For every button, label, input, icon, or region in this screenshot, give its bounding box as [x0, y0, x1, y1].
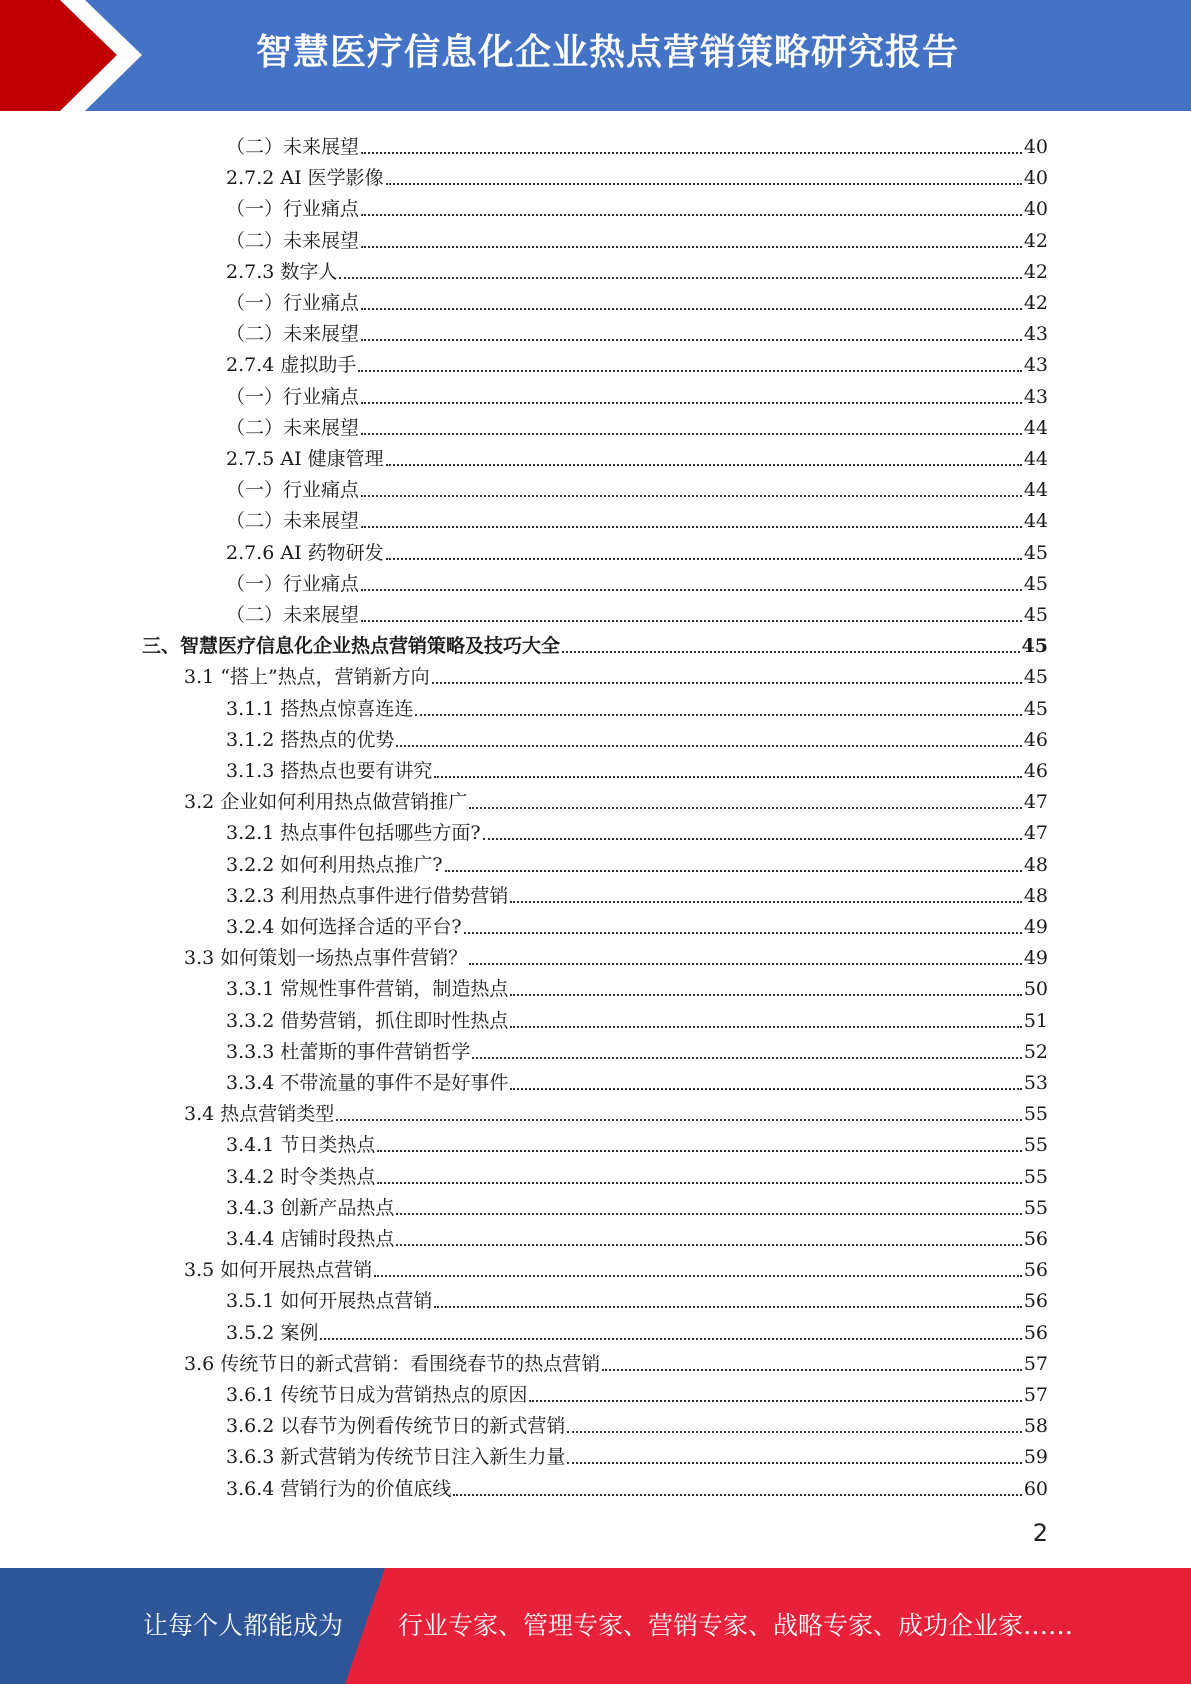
toc-entry-page: 52 — [1023, 1040, 1048, 1063]
toc-leader-dots — [386, 464, 1022, 466]
toc-entry-page: 43 — [1023, 385, 1048, 408]
toc-entry-title: 3.1.1 搭热点惊喜连连 — [226, 697, 414, 720]
toc-entry-title: 3.2 企业如何利用热点做营销推广 — [184, 791, 468, 814]
toc-leader-dots — [510, 1088, 1021, 1090]
toc-entry-page: 42 — [1023, 260, 1048, 283]
toc-entry[interactable] — [226, 1064, 1048, 1095]
toc-entry[interactable] — [226, 1158, 1048, 1189]
toc-entry-page: 45 — [1021, 635, 1048, 658]
document-title: 智慧医疗信息化企业热点营销策略研究报告 — [255, 32, 959, 73]
toc-entry-title: （一）行业痛点 — [226, 198, 360, 221]
toc-entry[interactable] — [142, 627, 1048, 658]
toc-entry-page: 45 — [1023, 604, 1048, 626]
toc-entry-title: 3.6.3 新式营销为传统节日注入新生力量 — [226, 1446, 566, 1469]
toc-leader-dots — [472, 1057, 1021, 1059]
toc-entry-title: 3.3.2 借势营销，抓住即时性热点 — [226, 1009, 509, 1032]
toc-entry-title: （二）未来展望 — [226, 416, 360, 439]
toc-leader-dots — [432, 682, 1022, 684]
toc-leader-dots — [567, 1431, 1021, 1433]
toc-entry[interactable] — [226, 721, 1048, 752]
toc-entry[interactable] — [226, 565, 1048, 596]
footer-slogan-right: 行业专家、管理专家、营销专家、战略专家、成功企业家…… — [398, 1611, 1074, 1640]
toc-entry[interactable] — [226, 877, 1048, 908]
page-number: 2 — [1032, 1519, 1048, 1547]
toc-entry-page: 53 — [1023, 1072, 1048, 1094]
toc-leader-dots — [510, 1026, 1021, 1028]
toc-entry-title: 3.3.4 不带流量的事件不是好事件 — [226, 1072, 509, 1094]
toc-entry-page: 58 — [1023, 1415, 1048, 1438]
toc-entry-title: 3.2.3 利用热点事件进行借势营销 — [226, 884, 509, 907]
toc-leader-dots — [415, 714, 1021, 716]
toc-entry-page: 45 — [1023, 541, 1048, 564]
toc-entry-page: 56 — [1023, 1259, 1048, 1282]
toc-entry[interactable] — [226, 752, 1048, 783]
toc-entry-page: 55 — [1023, 1196, 1048, 1219]
toc-entry[interactable] — [184, 1345, 1048, 1376]
toc-entry[interactable] — [226, 346, 1048, 377]
toc-entry-title: 3.5.1 如何开展热点营销 — [226, 1290, 433, 1313]
toc-entry-page: 55 — [1023, 1165, 1048, 1188]
toc-entry[interactable] — [226, 1376, 1048, 1407]
toc-entry-page: 44 — [1023, 479, 1048, 502]
toc-entry[interactable] — [226, 315, 1048, 346]
toc-leader-dots — [361, 339, 1022, 341]
toc-leader-dots — [445, 870, 1022, 872]
toc-entry-page: 45 — [1023, 666, 1048, 689]
toc-entry[interactable] — [226, 1220, 1048, 1251]
toc-entry[interactable] — [184, 783, 1048, 814]
toc-entry-title: （二）未来展望 — [226, 229, 360, 252]
toc-entry-title: 2.7.4 虚拟助手 — [226, 354, 357, 377]
toc-leader-dots — [510, 994, 1021, 996]
toc-entry-title: （二）未来展望 — [226, 604, 360, 626]
toc-entry[interactable] — [226, 596, 1048, 627]
toc-entry-title: 3.3 如何策划一场热点事件营销？ — [184, 947, 468, 970]
toc-entry-page: 40 — [1023, 167, 1048, 190]
toc-leader-dots — [320, 1338, 1021, 1340]
toc-entry-title: 3.4.2 时令类热点 — [226, 1165, 376, 1188]
toc-entry[interactable] — [226, 908, 1048, 939]
toc-leader-dots — [361, 152, 1022, 154]
toc-entry[interactable] — [226, 690, 1048, 721]
toc-entry-title: 3.5 如何开展热点营销 — [184, 1259, 373, 1282]
toc-entry-title: （一）行业痛点 — [226, 479, 360, 502]
toc-leader-dots — [336, 1119, 1022, 1121]
toc-leader-dots — [434, 776, 1021, 778]
toc-entry[interactable] — [226, 846, 1048, 877]
toc-leader-dots — [361, 214, 1022, 216]
toc-entry[interactable] — [226, 1126, 1048, 1157]
toc-leader-dots — [396, 1244, 1021, 1246]
toc-leader-dots — [469, 963, 1022, 965]
toc-entry[interactable] — [226, 502, 1048, 533]
toc-entry-title: （二）未来展望 — [226, 136, 360, 158]
toc-entry-title: 3.4.3 创新产品热点 — [226, 1196, 395, 1219]
toc-entry-title: 3.4.4 店铺时段热点 — [226, 1228, 395, 1250]
toc-entry-page: 43 — [1023, 354, 1048, 377]
toc-entry-page: 44 — [1023, 510, 1048, 533]
toc-leader-dots — [358, 370, 1021, 372]
toc-leader-dots — [361, 589, 1022, 591]
toc-entry[interactable] — [226, 1470, 1048, 1501]
toc-entry-page: 51 — [1023, 1009, 1048, 1032]
toc-entry-title: 3.2.2 如何利用热点推广? — [226, 853, 443, 876]
toc-leader-dots — [361, 620, 1022, 622]
toc-entry[interactable] — [226, 471, 1048, 502]
toc-entry[interactable] — [226, 159, 1048, 190]
toc-leader-dots — [377, 1150, 1021, 1152]
footer-slogan-left: 让每个人都能成为 — [143, 1611, 344, 1640]
toc-entry-title: 3.6.4 营销行为的价值底线 — [226, 1477, 452, 1500]
toc-entry-title: （二）未来展望 — [226, 323, 360, 346]
toc-entry-page: 59 — [1023, 1446, 1048, 1469]
toc-entry-title: 3.3.3 杜蕾斯的事件营销哲学 — [226, 1040, 471, 1063]
toc-entry-title: 3.4.1 节日类热点 — [226, 1134, 376, 1157]
toc-entry[interactable] — [226, 1033, 1048, 1064]
toc-entry-title: 3.5.2 案例 — [226, 1321, 319, 1344]
toc-entry-page: 40 — [1023, 136, 1048, 158]
toc-entry-page: 44 — [1023, 448, 1048, 470]
toc-entry-page: 46 — [1023, 760, 1048, 782]
toc-entry-title: （一）行业痛点 — [226, 385, 360, 408]
toc-entry-page: 44 — [1023, 416, 1048, 439]
toc-entry[interactable] — [226, 222, 1048, 253]
toc-leader-dots — [386, 558, 1022, 560]
toc-entry-page: 42 — [1023, 229, 1048, 252]
toc-leader-dots — [483, 838, 1022, 840]
toc-leader-dots — [562, 651, 1020, 653]
toc-entry[interactable] — [226, 378, 1048, 409]
toc-entry-page: 55 — [1023, 1103, 1048, 1126]
toc-entry-title: 3.3.1 常规性事件营销，制造热点 — [226, 978, 509, 1001]
toc-leader-dots — [396, 1213, 1021, 1215]
toc-leader-dots — [339, 277, 1021, 279]
toc-entry-title: 2.7.3 数字人 — [226, 260, 338, 283]
toc-entry-title: 2.7.6 AI 药物研发 — [226, 541, 384, 564]
toc-entry[interactable] — [226, 1002, 1048, 1033]
toc-entry[interactable] — [226, 814, 1048, 845]
toc-entry[interactable] — [226, 1189, 1048, 1220]
toc-entry[interactable] — [226, 970, 1048, 1001]
toc-entry-title: 3.6.2 以春节为例看传统节日的新式营销 — [226, 1415, 566, 1438]
toc-leader-dots — [361, 433, 1022, 435]
toc-leader-dots — [453, 1494, 1021, 1496]
toc-entry-page: 49 — [1023, 916, 1048, 938]
toc-entry[interactable] — [226, 534, 1048, 565]
toc-entry-title: 3.6.1 传统节日成为营销热点的原因 — [226, 1384, 528, 1406]
toc-entry-title: （一）行业痛点 — [226, 292, 360, 314]
toc-leader-dots — [510, 901, 1021, 903]
toc-leader-dots — [396, 745, 1021, 747]
toc-entry-title: 三、智慧医疗信息化企业热点营销策略及技巧大全 — [142, 635, 561, 658]
page-header — [0, 0, 1191, 111]
toc-entry[interactable] — [226, 1314, 1048, 1345]
toc-entry-page: 56 — [1023, 1290, 1048, 1313]
toc-entry[interactable] — [184, 939, 1048, 970]
toc-leader-dots — [529, 1400, 1021, 1402]
toc-entry-title: 3.2.4 如何选择合适的平台? — [226, 916, 462, 938]
toc-leader-dots — [567, 1462, 1021, 1464]
toc-leader-dots — [469, 807, 1022, 809]
toc-entry[interactable] — [226, 284, 1048, 315]
toc-entry[interactable] — [226, 190, 1048, 221]
toc-entry-page: 55 — [1023, 1134, 1048, 1157]
toc-entry-page: 47 — [1023, 822, 1048, 845]
toc-leader-dots — [361, 495, 1022, 497]
toc-leader-dots — [377, 1182, 1021, 1184]
toc-entry-title: （二）未来展望 — [226, 510, 360, 533]
toc-leader-dots — [361, 402, 1022, 404]
toc-entry-page: 48 — [1023, 853, 1048, 876]
toc-entry[interactable] — [226, 1407, 1048, 1438]
toc-leader-dots — [361, 246, 1022, 248]
toc-entry-title: 3.1.3 搭热点也要有讲究 — [226, 760, 433, 782]
toc-entry-page: 48 — [1023, 884, 1048, 907]
toc-entry[interactable] — [184, 1251, 1048, 1282]
toc-entry-title: 3.4 热点营销类型 — [184, 1103, 335, 1126]
toc-entry-page: 57 — [1023, 1352, 1048, 1375]
toc-entry[interactable] — [184, 658, 1048, 689]
toc-entry-title: 3.1 “搭上”热点，营销新方向 — [184, 666, 430, 689]
toc-entry-page: 56 — [1023, 1321, 1048, 1344]
toc-leader-dots — [374, 1275, 1022, 1277]
toc-entry-page: 45 — [1023, 697, 1048, 720]
toc-leader-dots — [602, 1369, 1022, 1371]
toc-entry[interactable] — [226, 1438, 1048, 1469]
toc-entry-page: 43 — [1023, 323, 1048, 346]
toc-entry-page: 56 — [1023, 1228, 1048, 1250]
toc-entry-title: 2.7.2 AI 医学影像 — [226, 167, 384, 190]
toc-entry-page: 47 — [1023, 791, 1048, 814]
toc-leader-dots — [361, 308, 1022, 310]
toc-entry-page: 42 — [1023, 292, 1048, 314]
toc-leader-dots — [361, 526, 1022, 528]
toc-entry-title: 2.7.5 AI 健康管理 — [226, 448, 384, 470]
toc-entry-page: 60 — [1023, 1477, 1048, 1500]
toc-entry[interactable] — [226, 253, 1048, 284]
toc-entry-page: 40 — [1023, 198, 1048, 221]
toc-entry[interactable] — [226, 440, 1048, 471]
toc-entry[interactable] — [226, 128, 1048, 159]
toc-entry-page: 46 — [1023, 728, 1048, 751]
toc-entry[interactable] — [226, 1282, 1048, 1313]
toc-entry-page: 50 — [1023, 978, 1048, 1001]
toc-entry-page: 45 — [1023, 572, 1048, 595]
toc-leader-dots — [434, 1306, 1021, 1308]
toc-entry[interactable] — [184, 1095, 1048, 1126]
toc-entry-page: 49 — [1023, 947, 1048, 970]
toc-entry-title: 3.6 传统节日的新式营销：看围绕春节的热点营销 — [184, 1352, 601, 1375]
toc-entry[interactable] — [226, 409, 1048, 440]
toc-entry-page: 57 — [1023, 1384, 1048, 1406]
toc-leader-dots — [386, 183, 1022, 185]
toc-entry-title: （一）行业痛点 — [226, 572, 360, 595]
toc-entry-title: 3.1.2 搭热点的优势 — [226, 728, 395, 751]
page-footer — [0, 1568, 1191, 1684]
toc-entry-title: 3.2.1 热点事件包括哪些方面? — [226, 822, 481, 845]
toc-leader-dots — [464, 932, 1022, 934]
